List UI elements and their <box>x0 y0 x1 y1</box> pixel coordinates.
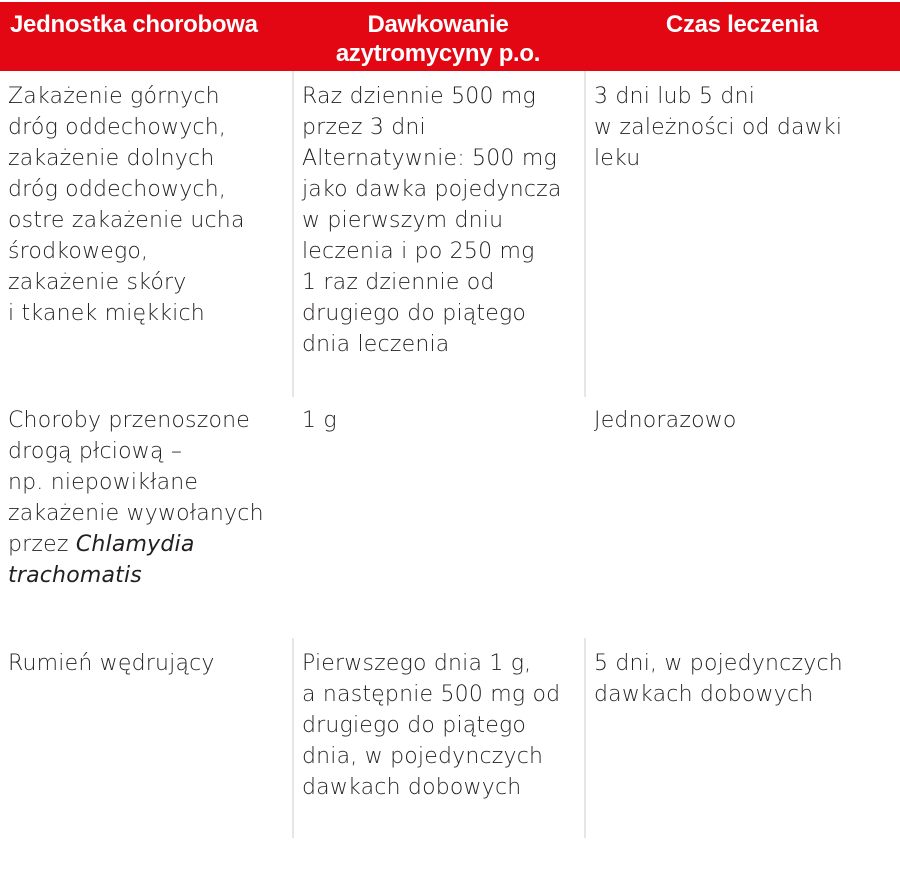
cell-duration: 3 dni lub 5 dni w zależności od dawki leku <box>584 71 900 397</box>
cell-duration: 5 dni, w pojedynczych dawkach dobowych <box>584 638 900 838</box>
condition-text: Choroby przenoszone drogą płciową – np. niepowikłane zakażenie wywołanych przez <box>8 408 264 557</box>
condition-italic-text: Chlamydia trachomatis <box>8 532 195 588</box>
header-duration: Czas leczenia <box>665 11 819 38</box>
cell-condition: Rumień wędrujący <box>8 651 215 676</box>
cell-dosage: Raz dziennie 500 mg przez 3 dni Alternatywnie: 500 mg jako dawka pojedyncza w pierwszym dniu leczenia i po 250 mg 1 raz dziennie od drugiego do piątego dnia leczenia <box>292 71 584 397</box>
table-row <box>0 71 900 397</box>
table-row <box>0 397 900 638</box>
cell-dosage: Pierwszego dnia 1 g, a następnie 500 mg od drugiego do piątego dnia, w pojedynczych dawkach dobowych <box>292 638 584 838</box>
header-dosage: Dawkowanie azytromycyny p.o. <box>335 11 541 67</box>
cell-duration: Jednorazowo <box>594 408 737 433</box>
cell-dosage: 1 g <box>302 408 337 433</box>
dosage-table <box>0 2 900 838</box>
cell-condition: Zakażenie górnych dróg oddechowych, zakażenie dolnych dróg oddechowych, ostre zakażenie ucha środkowego, zakażenie skóry i tkanek miękkich <box>8 84 245 326</box>
header-condition: Jednostka chorobowa <box>10 11 258 38</box>
table-header <box>0 2 900 71</box>
table-row <box>0 638 900 838</box>
cell-condition <box>0 397 292 638</box>
